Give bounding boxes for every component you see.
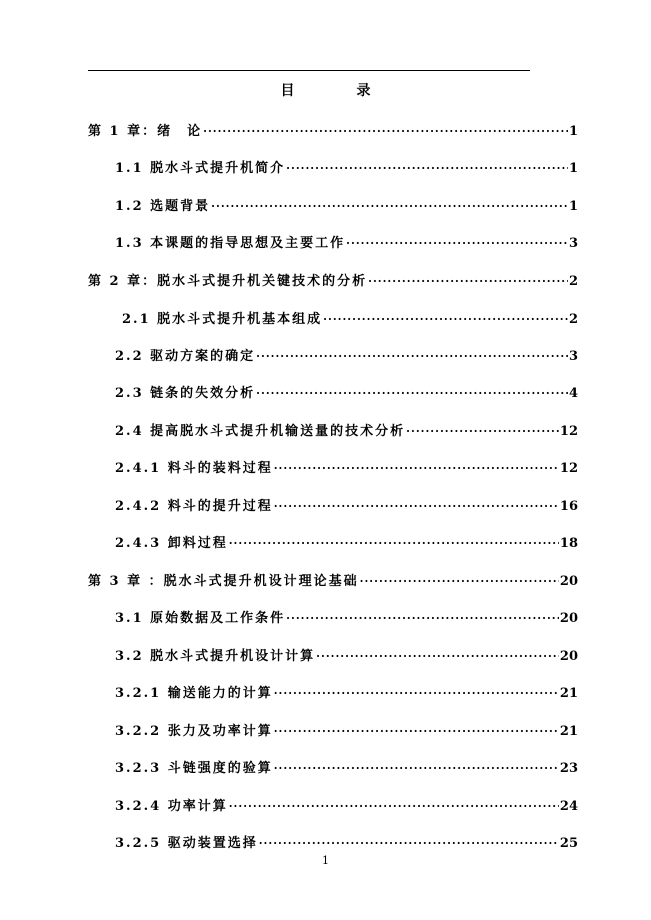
toc-leader-dots xyxy=(368,275,568,288)
toc-entry-1-2 xyxy=(115,195,578,215)
toc-entry-chapter-2 xyxy=(88,270,578,290)
toc-entry-3-1 xyxy=(115,607,578,627)
toc-leader-dots xyxy=(286,162,568,175)
toc-entry-3-2-2 xyxy=(115,720,578,740)
header-rule xyxy=(88,70,530,71)
toc-entry-label: 1.1 脱水斗式提升机简介 xyxy=(115,161,286,176)
toc-entry-label: 1.3 本课题的指导思想及主要工作 xyxy=(115,236,346,251)
toc-entry-2-4 xyxy=(115,420,578,440)
toc-entry-label: 2.1 脱水斗式提升机基本组成 xyxy=(122,312,323,327)
toc-entry-page: 20 xyxy=(559,574,578,589)
toc-entry-2-4-3 xyxy=(115,532,578,552)
toc-entry-page: 24 xyxy=(559,799,578,814)
toc-entry-page: 21 xyxy=(559,724,578,739)
toc-entry-label: 2.4.3 卸料过程 xyxy=(115,536,228,551)
toc-entry-label: 2.4 提高脱水斗式提升机输送量的技术分析 xyxy=(115,424,406,439)
toc-entry-page: 20 xyxy=(559,611,578,626)
toc-entry-chapter-1 xyxy=(88,120,578,140)
toc-leader-dots xyxy=(259,837,559,850)
toc-leader-dots xyxy=(274,725,559,738)
toc-entry-3-2-4 xyxy=(115,795,578,815)
toc-entry-label: 2.4.1 料斗的装料过程 xyxy=(115,461,273,476)
toc-entry-label: 1.2 选题背景 xyxy=(115,199,211,214)
toc-entry-page: 2 xyxy=(568,312,578,327)
toc-entry-chapter-3 xyxy=(88,570,578,590)
toc-leader-dots xyxy=(256,350,568,363)
toc-leader-dots xyxy=(323,313,568,326)
toc-leader-dots xyxy=(274,462,559,475)
toc-leader-dots xyxy=(316,650,559,663)
toc-entry-page: 12 xyxy=(559,424,578,439)
toc-entry-label: 3.2.1 输送能力的计算 xyxy=(115,686,273,701)
toc-entry-page: 1 xyxy=(568,199,578,214)
toc-entry-label: 2.3 链条的失效分析 xyxy=(115,386,256,401)
toc-leader-dots xyxy=(229,800,559,813)
toc-leader-dots xyxy=(256,387,568,400)
toc-entry-page: 4 xyxy=(568,386,578,401)
toc-entry-label: 第 1 章：绪 论 xyxy=(88,124,203,139)
toc-leader-dots xyxy=(360,575,559,588)
toc-entry-2-3 xyxy=(115,382,578,402)
toc-entry-page: 12 xyxy=(559,461,578,476)
toc-entry-label: 第 2 章：脱水斗式提升机关键技术的分析 xyxy=(88,274,368,289)
toc-entry-2-2 xyxy=(115,345,578,365)
toc-entry-label: 3.2.2 张力及功率计算 xyxy=(115,724,273,739)
toc-leader-dots xyxy=(229,537,559,550)
toc-entry-3-2-3 xyxy=(115,757,578,777)
toc-entry-page: 1 xyxy=(568,124,578,139)
toc-entry-label: 2.4.2 料斗的提升过程 xyxy=(115,499,273,514)
toc-entry-2-4-1 xyxy=(115,457,578,477)
toc-entry-page: 23 xyxy=(559,761,578,776)
toc-leader-dots xyxy=(406,425,559,438)
toc-entry-label: 3.2.4 功率计算 xyxy=(115,799,228,814)
toc-entry-page: 2 xyxy=(568,274,578,289)
toc-leader-dots xyxy=(211,200,568,213)
toc-title: 目 录 xyxy=(280,83,395,99)
toc-entry-3-2-1 xyxy=(115,682,578,702)
page-number: 1 xyxy=(322,854,329,867)
toc-entry-3-2 xyxy=(115,645,578,665)
toc-entry-label: 3.2.5 驱动装置选择 xyxy=(115,836,258,851)
toc-entry-label: 2.2 驱动方案的确定 xyxy=(115,349,256,364)
toc-entry-label: 3.2 脱水斗式提升机设计计算 xyxy=(115,649,316,664)
toc-leader-dots xyxy=(274,500,559,513)
toc-entry-2-1 xyxy=(122,308,578,328)
toc-entry-page: 3 xyxy=(568,349,578,364)
toc-entry-page: 18 xyxy=(559,536,578,551)
toc-entry-1-1 xyxy=(115,157,578,177)
toc-entry-page: 3 xyxy=(568,236,578,251)
toc-entry-label: 3.1 原始数据及工作条件 xyxy=(115,611,286,626)
toc-entry-page: 16 xyxy=(559,499,578,514)
toc-entry-page: 25 xyxy=(559,836,578,851)
toc-entry-page: 1 xyxy=(568,161,578,176)
toc-entry-label: 第 3 章 ：脱水斗式提升机设计理论基础 xyxy=(88,574,359,589)
toc-leader-dots xyxy=(274,762,559,775)
toc-leader-dots xyxy=(286,612,559,625)
toc-entry-label: 3.2.3 斗链强度的验算 xyxy=(115,761,273,776)
toc-entry-page: 20 xyxy=(559,649,578,664)
toc-entry-3-2-5 xyxy=(115,832,578,852)
toc-entry-2-4-2 xyxy=(115,495,578,515)
toc-entry-page: 21 xyxy=(559,686,578,701)
toc-leader-dots xyxy=(203,125,568,138)
toc-entry-1-3 xyxy=(115,232,578,252)
toc-leader-dots xyxy=(346,237,568,250)
toc-leader-dots xyxy=(274,687,559,700)
